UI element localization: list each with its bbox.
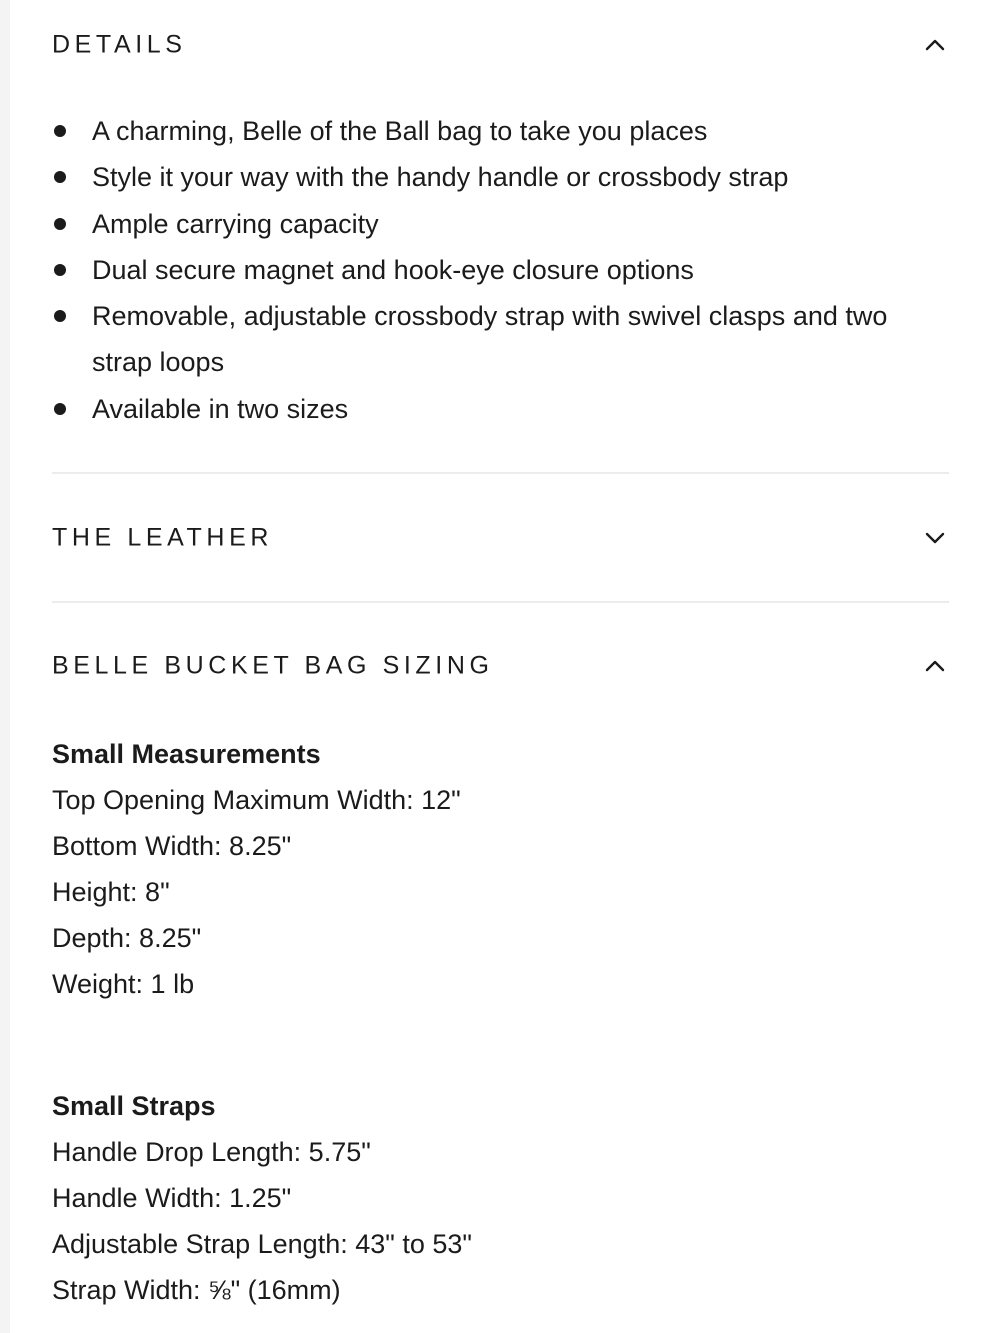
- list-item: Style it your way with the handy handle or crossbody strap: [52, 154, 942, 200]
- spec-line: Handle Width: 1.25": [52, 1183, 292, 1213]
- spec-line: Bottom Width: 8.25": [52, 831, 292, 861]
- bullet-dot-icon: [54, 310, 66, 322]
- spec-line: Depth: 8.25": [52, 923, 202, 953]
- bullet-dot-icon: [54, 264, 66, 276]
- section-divider: [52, 601, 949, 603]
- list-item: Available in two sizes: [52, 386, 942, 432]
- list-item: Dual secure magnet and hook-eye closure options: [52, 247, 942, 293]
- chevron-down-icon[interactable]: [923, 526, 947, 550]
- bullet-dot-icon: [54, 171, 66, 183]
- small-straps-heading: Small Straps: [52, 1091, 216, 1121]
- chevron-up-icon[interactable]: [923, 33, 947, 57]
- small-measurements-block: [52, 731, 942, 1007]
- spec-line: Adjustable Strap Length: 43" to 53": [52, 1229, 472, 1259]
- spec-line: Strap Width: ⅝" (16mm): [52, 1275, 341, 1305]
- list-item: Removable, adjustable crossbody strap with swivel clasps and two strap loops: [52, 293, 942, 386]
- list-item: A charming, Belle of the Ball bag to take you places: [52, 108, 942, 154]
- spec-line: Height: 8": [52, 877, 170, 907]
- bullet-dot-icon: [54, 125, 66, 137]
- bullet-dot-icon: [54, 403, 66, 415]
- leather-title: THE LEATHER: [52, 523, 273, 552]
- section-divider: [52, 472, 949, 474]
- leather-accordion-header[interactable]: [52, 508, 949, 568]
- spec-line: Weight: 1 lb: [52, 969, 195, 999]
- spec-line: Handle Drop Length: 5.75": [52, 1137, 371, 1167]
- details-bullet-list: [52, 108, 942, 432]
- list-item: Ample carrying capacity: [52, 201, 942, 247]
- left-edge-shadow: [0, 0, 10, 1333]
- sizing-title: BELLE BUCKET BAG SIZING: [52, 651, 494, 680]
- details-title: DETAILS: [52, 30, 187, 59]
- bullet-dot-icon: [54, 218, 66, 230]
- chevron-up-icon[interactable]: [923, 654, 947, 678]
- details-accordion-header[interactable]: [52, 15, 949, 75]
- sizing-accordion-header[interactable]: [52, 636, 949, 696]
- spec-line: Top Opening Maximum Width: 12": [52, 785, 461, 815]
- small-measurements-heading: Small Measurements: [52, 739, 321, 769]
- small-straps-block: [52, 1083, 942, 1313]
